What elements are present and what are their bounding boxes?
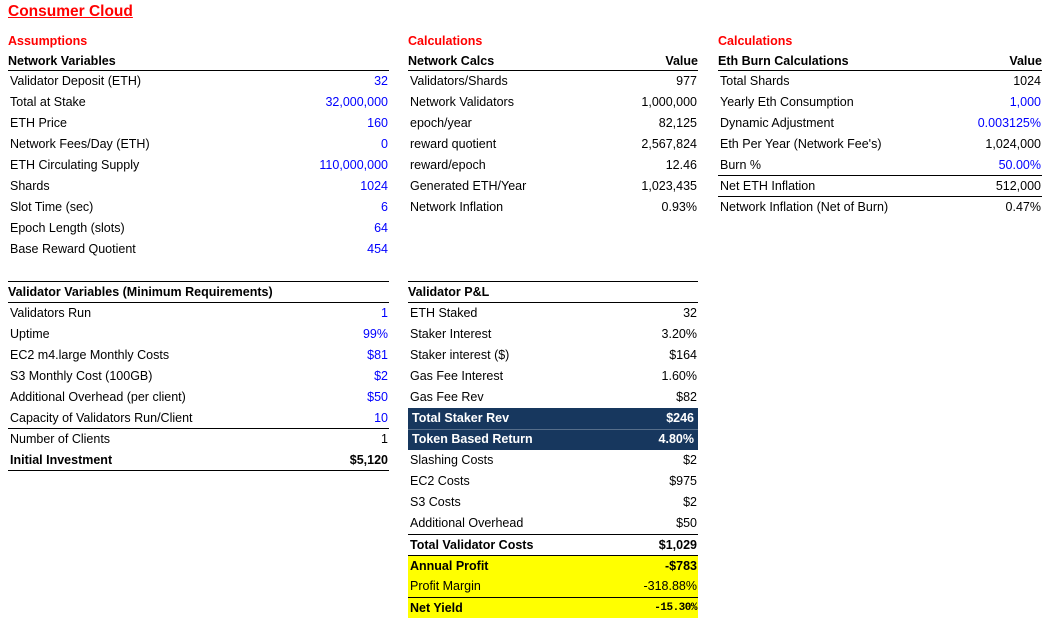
row-value: 160 bbox=[367, 116, 388, 130]
row-value: $2 bbox=[683, 495, 697, 509]
table-row bbox=[718, 71, 1042, 92]
row-value: $246 bbox=[666, 411, 694, 425]
row-label: Total at Stake bbox=[10, 95, 86, 109]
row-label: Slot Time (sec) bbox=[10, 200, 94, 214]
table-header-label: Eth Burn Calculations bbox=[718, 54, 849, 68]
table-row bbox=[8, 408, 389, 429]
table-row bbox=[8, 429, 389, 450]
row-label: Validators/Shards bbox=[410, 74, 508, 88]
table-row bbox=[408, 113, 698, 134]
row-label: Staker Interest bbox=[410, 327, 492, 341]
table-row bbox=[8, 176, 389, 197]
row-value: $5,120 bbox=[349, 452, 388, 467]
table-row bbox=[718, 134, 1042, 155]
table-row bbox=[408, 450, 698, 471]
table-row bbox=[8, 197, 389, 218]
row-value: $82 bbox=[676, 390, 697, 404]
row-label: Shards bbox=[10, 179, 50, 193]
table-header-label: Network Calcs bbox=[408, 54, 495, 68]
row-value: 512,000 bbox=[995, 178, 1041, 193]
row-value: $50 bbox=[676, 516, 697, 530]
row-label: Network Validators bbox=[410, 95, 514, 109]
row-value: 6 bbox=[381, 200, 388, 214]
row-value: 1,024,000 bbox=[985, 137, 1041, 151]
row-value: -15.30% bbox=[654, 601, 697, 614]
row-label: Net ETH Inflation bbox=[720, 178, 816, 193]
table-header-label: Validator Variables (Minimum Requirements) bbox=[8, 284, 273, 299]
row-label: Validators Run bbox=[10, 306, 92, 320]
table-header-label: Network Variables bbox=[8, 54, 116, 68]
row-label: epoch/year bbox=[410, 116, 472, 130]
network-calcs-table bbox=[408, 52, 698, 218]
table-row bbox=[8, 345, 389, 366]
row-label: ETH Price bbox=[10, 116, 67, 130]
table-row bbox=[408, 134, 698, 155]
row-label: Gas Fee Rev bbox=[410, 390, 484, 404]
row-label: Yearly Eth Consumption bbox=[720, 95, 854, 109]
row-label: Gas Fee Interest bbox=[410, 369, 504, 383]
table-row bbox=[8, 155, 389, 176]
row-label: Network Inflation bbox=[410, 200, 504, 214]
row-value: 1,000 bbox=[1009, 95, 1041, 109]
validator-pnl-table bbox=[408, 281, 698, 618]
row-value: 1,000,000 bbox=[641, 95, 697, 109]
row-value: 0.003125% bbox=[977, 116, 1041, 130]
row-value: 3.20% bbox=[661, 327, 697, 341]
table-row bbox=[408, 324, 698, 345]
table-row bbox=[408, 471, 698, 492]
row-label: Burn % bbox=[720, 157, 761, 172]
table-row bbox=[408, 534, 698, 555]
row-label: Base Reward Quotient bbox=[10, 242, 136, 256]
row-label: Epoch Length (slots) bbox=[10, 221, 125, 235]
row-value: 32,000,000 bbox=[325, 95, 388, 109]
row-label: ETH Staked bbox=[410, 306, 478, 320]
table-row bbox=[8, 92, 389, 113]
row-label: Uptime bbox=[10, 327, 50, 341]
row-value: 1024 bbox=[1013, 74, 1041, 88]
section-label-calculations-ethburn: Calculations bbox=[718, 34, 793, 48]
table-header-label: Validator P&L bbox=[408, 284, 490, 299]
table-row bbox=[8, 303, 389, 324]
row-value: -$783 bbox=[665, 558, 697, 573]
table-row bbox=[8, 71, 389, 92]
row-value: $1,029 bbox=[658, 537, 697, 552]
row-label: Initial Investment bbox=[10, 452, 113, 467]
row-label: Network Inflation (Net of Burn) bbox=[720, 200, 889, 214]
row-value: 977 bbox=[676, 74, 697, 88]
row-label: Dynamic Adjustment bbox=[720, 116, 834, 130]
row-label: S3 Costs bbox=[410, 495, 461, 509]
row-label: Network Fees/Day (ETH) bbox=[10, 137, 150, 151]
table-row bbox=[408, 513, 698, 534]
row-value: 0.47% bbox=[1005, 200, 1041, 214]
row-label: EC2 Costs bbox=[410, 474, 470, 488]
row-label: Staker interest ($) bbox=[410, 348, 510, 362]
row-value: 1 bbox=[381, 306, 388, 320]
table-row bbox=[8, 113, 389, 134]
row-value: 32 bbox=[683, 306, 697, 320]
row-label: Validator Deposit (ETH) bbox=[10, 74, 142, 88]
row-value: 454 bbox=[367, 242, 388, 256]
table-row bbox=[408, 492, 698, 513]
row-value: $2 bbox=[683, 453, 697, 467]
row-value: 0.93% bbox=[661, 200, 697, 214]
row-label: Total Staker Rev bbox=[412, 411, 510, 425]
table-header-value: Value bbox=[1009, 54, 1042, 68]
row-value: 64 bbox=[374, 221, 388, 235]
table-row bbox=[718, 176, 1042, 197]
table-row bbox=[408, 92, 698, 113]
row-value: 1,023,435 bbox=[641, 179, 697, 193]
row-label: Net Yield bbox=[410, 600, 463, 615]
table-row bbox=[718, 113, 1042, 134]
row-value: 1024 bbox=[360, 179, 388, 193]
row-label: EC2 m4.large Monthly Costs bbox=[10, 348, 170, 362]
table-row bbox=[8, 450, 389, 471]
table-row bbox=[718, 92, 1042, 113]
table-row bbox=[8, 239, 389, 260]
page-title: Consumer Cloud bbox=[8, 3, 133, 20]
row-label: reward/epoch bbox=[410, 158, 486, 172]
row-value: -318.88% bbox=[643, 579, 697, 593]
row-value: $50 bbox=[367, 390, 388, 404]
row-value: 2,567,824 bbox=[641, 137, 697, 151]
table-header-row bbox=[718, 52, 1042, 71]
table-row bbox=[8, 324, 389, 345]
section-label-assumptions: Assumptions bbox=[8, 34, 88, 48]
row-label: reward quotient bbox=[410, 137, 497, 151]
row-value: 12.46 bbox=[665, 158, 697, 172]
eth-burn-calculations-table bbox=[718, 52, 1042, 218]
row-label: Total Validator Costs bbox=[410, 537, 534, 552]
row-value: 82,125 bbox=[658, 116, 697, 130]
table-row bbox=[408, 303, 698, 324]
table-row bbox=[408, 71, 698, 92]
table-row bbox=[8, 366, 389, 387]
validator-variables-table bbox=[8, 281, 389, 471]
row-value: 10 bbox=[374, 410, 388, 425]
section-label-calculations-network: Calculations bbox=[408, 34, 483, 48]
row-label: Profit Margin bbox=[410, 579, 481, 593]
table-row bbox=[8, 387, 389, 408]
table-row bbox=[408, 345, 698, 366]
row-label: Token Based Return bbox=[412, 432, 533, 446]
row-value: 1.60% bbox=[661, 369, 697, 383]
table-row bbox=[408, 387, 698, 408]
table-row bbox=[408, 155, 698, 176]
row-value: 1 bbox=[381, 432, 388, 446]
row-value: $81 bbox=[367, 348, 388, 362]
table-row bbox=[408, 176, 698, 197]
row-value: $164 bbox=[669, 348, 697, 362]
table-header-row bbox=[408, 52, 698, 71]
row-label: Slashing Costs bbox=[410, 453, 494, 467]
row-label: Additional Overhead bbox=[410, 516, 524, 530]
table-row bbox=[408, 366, 698, 387]
row-label: Eth Per Year (Network Fee's) bbox=[720, 137, 882, 151]
table-header-row bbox=[408, 281, 698, 303]
table-row bbox=[408, 408, 698, 429]
table-header-row bbox=[8, 52, 389, 71]
row-value: 32 bbox=[374, 74, 388, 88]
row-label: S3 Monthly Cost (100GB) bbox=[10, 369, 153, 383]
table-row bbox=[8, 218, 389, 239]
table-row bbox=[718, 155, 1042, 176]
row-label: Capacity of Validators Run/Client bbox=[10, 410, 193, 425]
row-value: $2 bbox=[374, 369, 388, 383]
row-value: 4.80% bbox=[658, 432, 694, 446]
row-value: 110,000,000 bbox=[319, 158, 388, 172]
row-value: 50.00% bbox=[998, 157, 1041, 172]
table-row bbox=[408, 555, 698, 576]
table-row bbox=[408, 576, 698, 597]
table-header-row bbox=[8, 281, 389, 303]
row-label: Total Shards bbox=[720, 74, 790, 88]
row-value: 99% bbox=[362, 327, 388, 341]
row-value: $975 bbox=[669, 474, 697, 488]
table-row bbox=[408, 429, 698, 450]
row-label: Additional Overhead (per client) bbox=[10, 390, 186, 404]
row-label: Number of Clients bbox=[10, 432, 111, 446]
row-label: Annual Profit bbox=[410, 558, 489, 573]
table-header-value: Value bbox=[665, 54, 698, 68]
table-row bbox=[408, 197, 698, 218]
row-value: 0 bbox=[381, 137, 388, 151]
table-row bbox=[718, 197, 1042, 218]
row-label: Generated ETH/Year bbox=[410, 179, 527, 193]
table-row bbox=[408, 597, 698, 618]
network-variables-table bbox=[8, 52, 389, 260]
row-label: ETH Circulating Supply bbox=[10, 158, 140, 172]
table-row bbox=[8, 134, 389, 155]
